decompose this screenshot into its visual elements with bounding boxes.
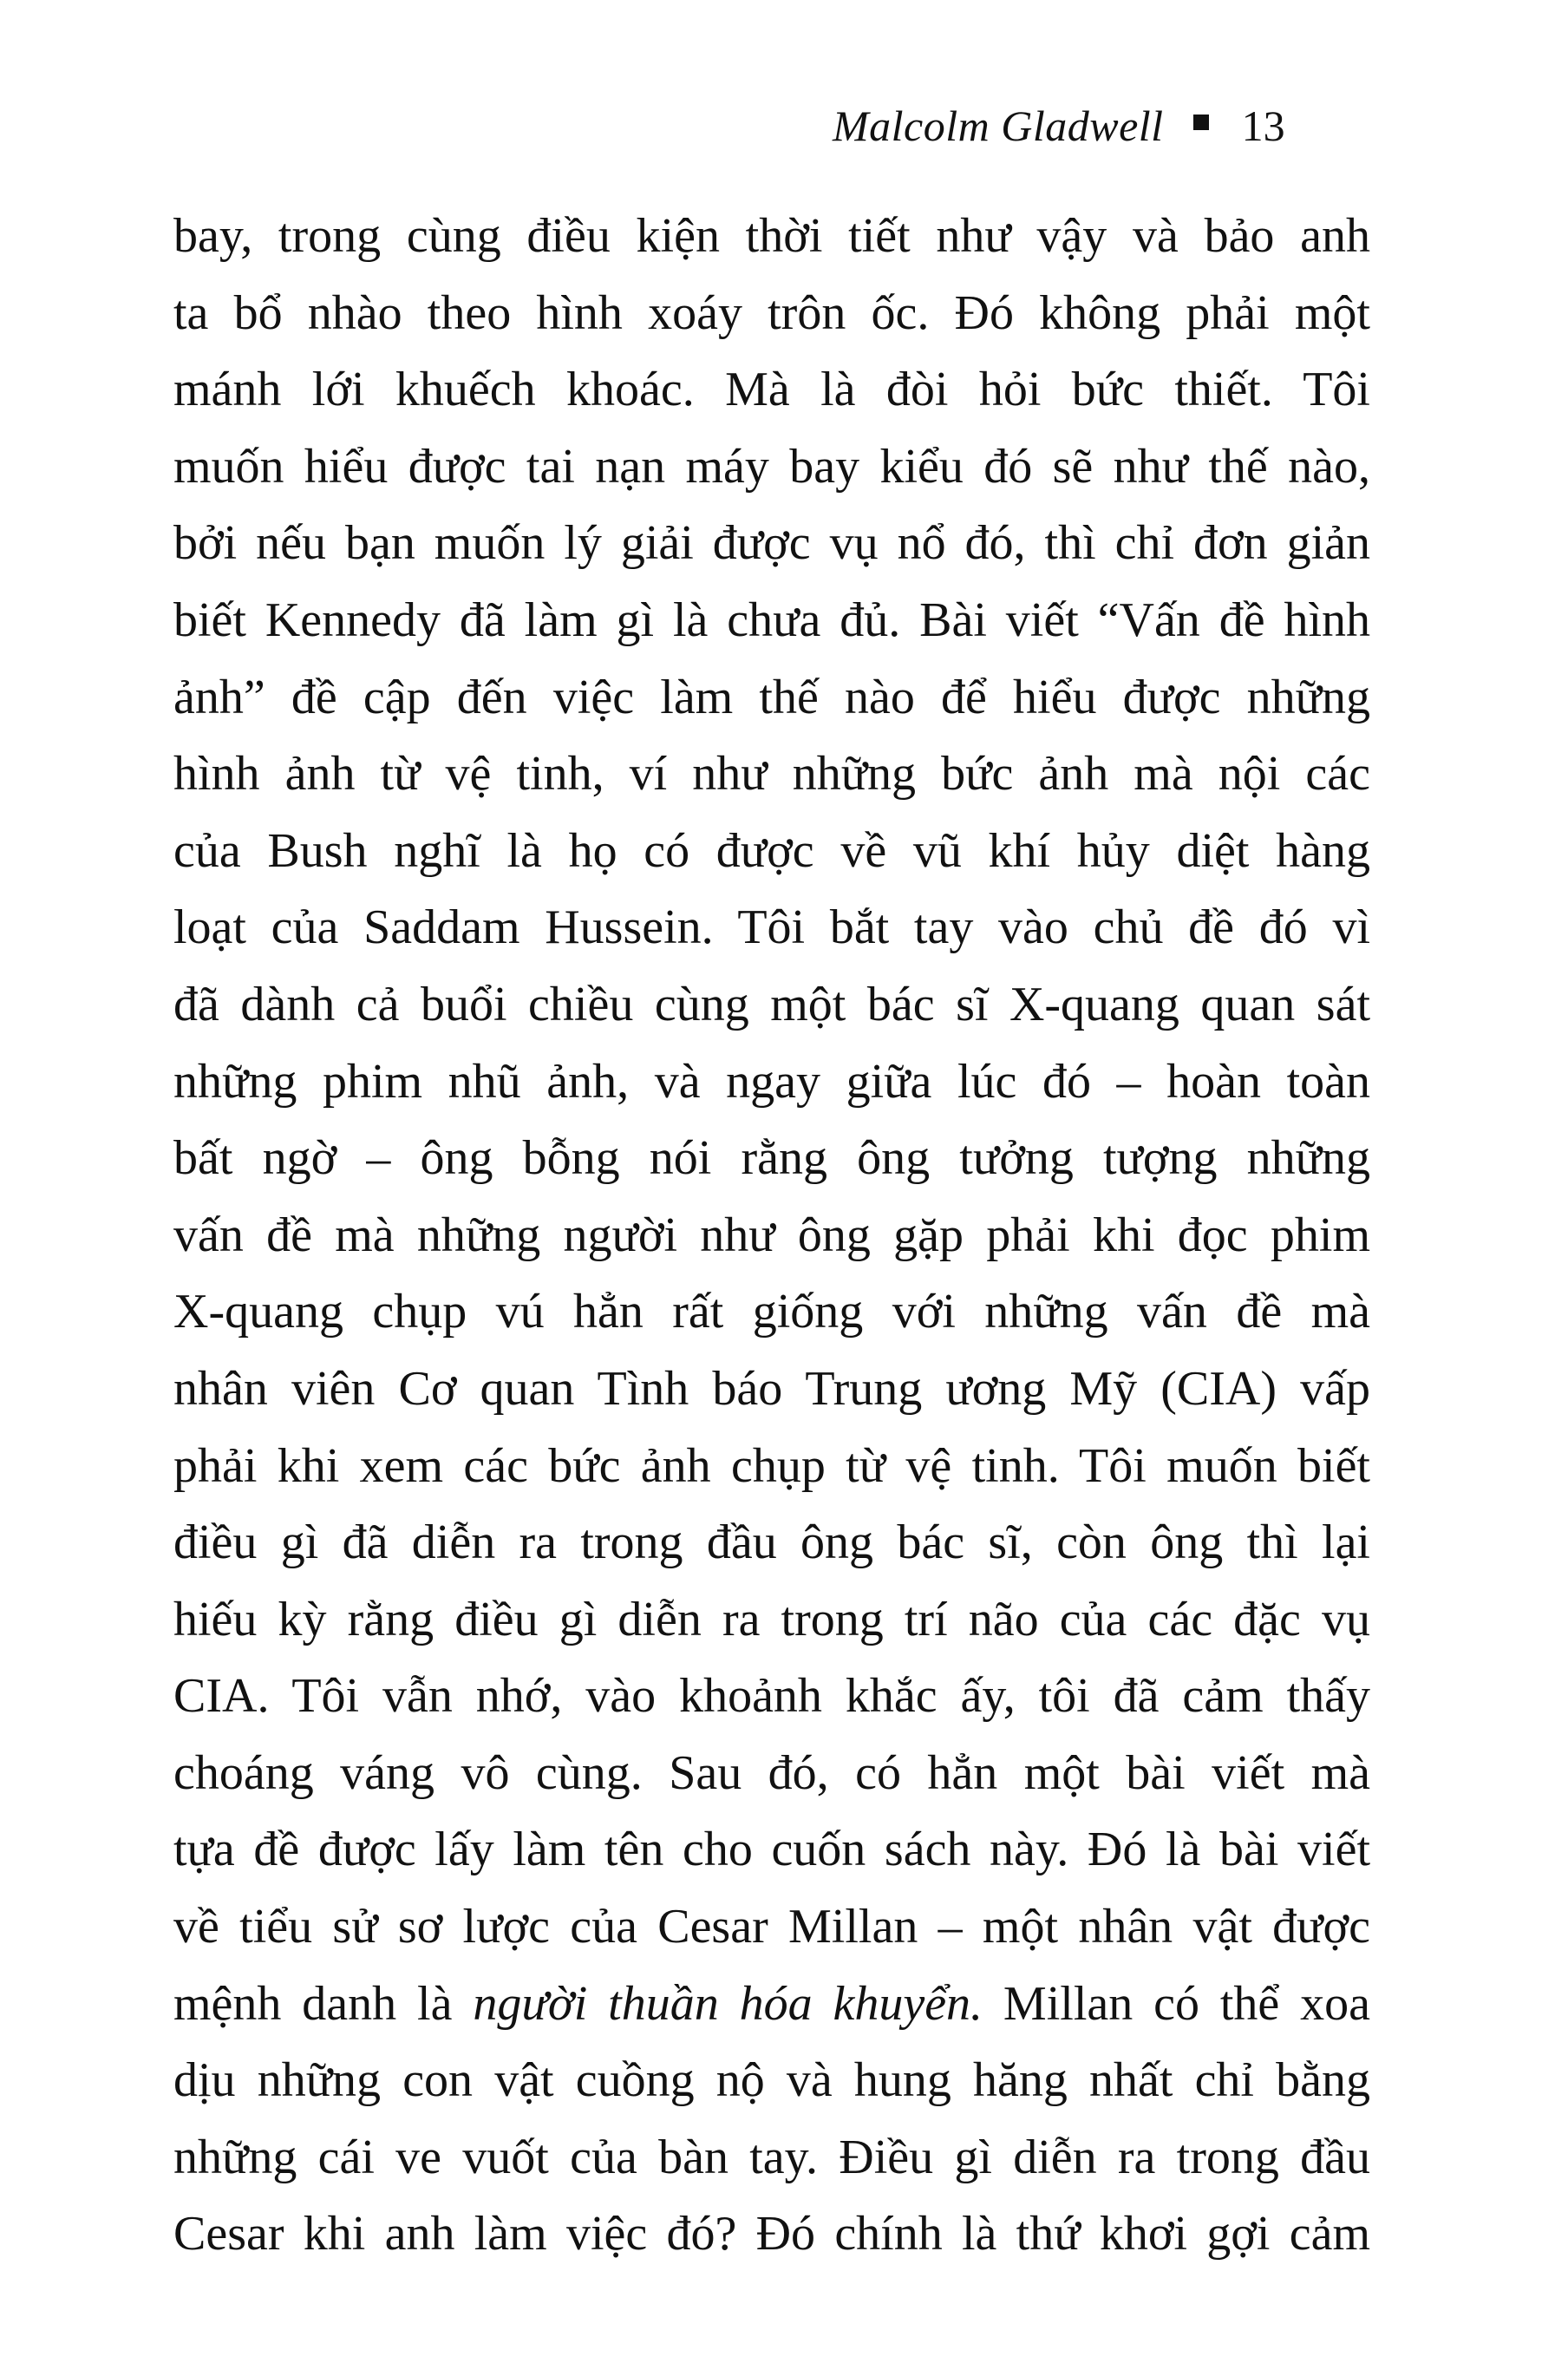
- text-line: X-quang chụp vú hẳn rất giống với những vấn đề mà: [173, 1285, 1370, 1339]
- text-line: nhân viên Cơ quan Tình báo Trung ương Mỹ (CIA) vấp: [173, 1361, 1370, 1416]
- text-line: loạt của Saddam Hussein. Tôi bắt tay vào chủ đề đó vì: [173, 900, 1370, 955]
- page-number: 13: [1241, 101, 1285, 150]
- running-header-author: Malcolm Gladwell: [833, 101, 1164, 150]
- text-line: bay, trong cùng điều kiện thời tiết như vậy và bảo anh: [173, 209, 1370, 263]
- text-line: hình ảnh từ vệ tinh, ví như những bức ảnh mà nội các: [173, 747, 1370, 802]
- text-line: bởi nếu bạn muốn lý giải được vụ nổ đó, thì chỉ đơn giản: [173, 516, 1370, 571]
- header-bullet-icon: [1193, 115, 1209, 130]
- text-line: vấn đề mà những người như ông gặp phải khi đọc phim: [173, 1208, 1370, 1262]
- text-line: CIA. Tôi vẫn nhớ, vào khoảnh khắc ấy, tôi đã cảm thấy: [173, 1669, 1370, 1724]
- text-line: muốn hiểu được tai nạn máy bay kiểu đó sẽ như thế nào,: [173, 439, 1370, 494]
- text-line: ảnh” đề cập đến việc làm thế nào để hiểu được những: [173, 670, 1370, 724]
- text-line: những phim nhũ ảnh, và ngay giữa lúc đó – hoàn toàn: [173, 1054, 1370, 1109]
- running-header: [833, 87, 1353, 165]
- text-segment: Millan có thể xoa: [983, 1976, 1370, 2031]
- text-line: dịu những con vật cuồng nộ và hung hăng nhất chỉ bằng: [173, 2053, 1370, 2108]
- text-line: ta bổ nhào theo hình xoáy trôn ốc. Đó không phải một: [173, 285, 1370, 340]
- text-line: điều gì đã diễn ra trong đầu ông bác sĩ, còn ông thì lại: [173, 1515, 1370, 1570]
- text-line: phải khi xem các bức ảnh chụp từ vệ tinh. Tôi muốn biết: [173, 1438, 1370, 1493]
- text-line: về tiểu sử sơ lược của Cesar Millan – một nhân vật được: [173, 1900, 1370, 1954]
- italic-phrase: người thuần hóa khuyển.: [473, 1976, 983, 2031]
- text-line: choáng váng vô cùng. Sau đó, có hẳn một bài viết mà: [173, 1745, 1370, 1800]
- text-line: tựa đề được lấy làm tên cho cuốn sách này. Đó là bài viết: [173, 1823, 1370, 1877]
- text-line: đã dành cả buổi chiều cùng một bác sĩ X-quang quan sát: [173, 977, 1370, 1031]
- text-line: bất ngờ – ông bỗng nói rằng ông tưởng tượng những: [173, 1131, 1370, 1186]
- text-segment: mệnh danh là: [173, 1976, 474, 2031]
- text-line: của Bush nghĩ là họ có được về vũ khí hủy diệt hàng: [173, 823, 1370, 878]
- text-line: mánh lới khuếch khoác. Mà là đòi hỏi bức thiết. Tôi: [173, 363, 1370, 417]
- body-text: [173, 198, 1370, 2273]
- text-line: những cái ve vuốt của bàn tay. Điều gì diễn ra trong đầu: [173, 2130, 1370, 2184]
- text-line: hiếu kỳ rằng điều gì diễn ra trong trí não của các đặc vụ: [173, 1592, 1370, 1646]
- text-line: biết Kennedy đã làm gì là chưa đủ. Bài viết “Vấn đề hình: [173, 592, 1370, 647]
- text-line-with-italic: [173, 1966, 1370, 2043]
- text-line: Cesar khi anh làm việc đó? Đó chính là thứ khơi gợi cảm: [173, 2207, 1370, 2262]
